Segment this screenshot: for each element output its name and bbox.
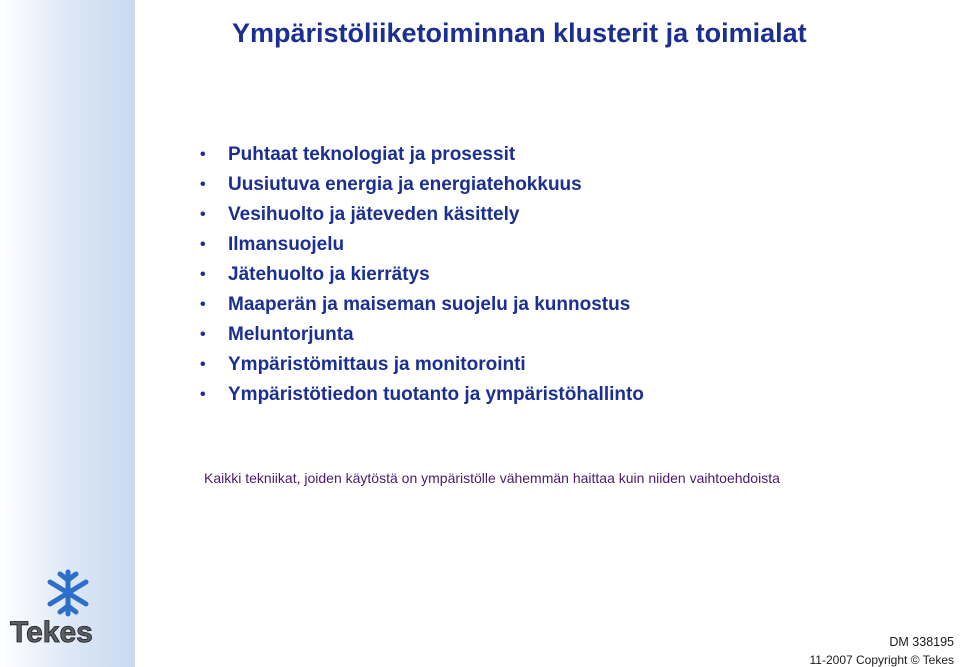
list-item xyxy=(200,260,644,290)
bullet-marker: • xyxy=(200,236,206,253)
slide-title: Ympäristöliiketoiminnan klusterit ja toimialat xyxy=(232,18,807,48)
bullet-marker: • xyxy=(200,266,206,283)
document-id: DM 338195 xyxy=(889,635,954,649)
list-item xyxy=(200,170,644,200)
list-item xyxy=(200,230,644,260)
copyright-text: 11-2007 Copyright © Tekes xyxy=(809,653,954,667)
bullet-marker: • xyxy=(200,146,206,163)
list-item-text: Ympäristötiedon tuotanto ja ympäristöhallinto xyxy=(228,384,644,405)
bullet-marker: • xyxy=(200,206,206,223)
bullet-list xyxy=(200,140,644,410)
footer xyxy=(810,633,954,667)
tekes-snowflake-icon xyxy=(8,568,134,648)
bullet-marker: • xyxy=(200,326,206,343)
logo-wordmark: Tekes xyxy=(10,616,93,648)
list-item-text: Ympäristömittaus ja monitorointi xyxy=(228,354,526,375)
bullet-marker: • xyxy=(200,176,206,193)
bullet-marker: • xyxy=(200,296,206,313)
list-item xyxy=(200,290,644,320)
list-item xyxy=(200,200,644,230)
list-item-text: Puhtaat teknologiat ja prosessit xyxy=(228,144,516,165)
definition-note: Kaikki tekniikat, joiden käytöstä on ympäristölle vähemmän haittaa kuin niiden vaihtoehdoista xyxy=(204,470,780,486)
list-item xyxy=(200,350,644,380)
bullet-marker: • xyxy=(200,386,206,403)
list-item-text: Vesihuolto ja jäteveden käsittely xyxy=(228,204,520,225)
list-item-text: Meluntorjunta xyxy=(228,324,354,345)
list-item-text: Uusiutuva energia ja energiatehokkuus xyxy=(228,174,582,195)
list-item-text: Ilmansuojelu xyxy=(228,234,345,255)
list-item-text: Jätehuolto ja kierrätys xyxy=(228,264,430,285)
list-item xyxy=(200,140,644,170)
tekes-logo xyxy=(8,568,134,648)
list-item-text: Maaperän ja maiseman suojelu ja kunnostus xyxy=(228,294,631,315)
bullet-marker: • xyxy=(200,356,206,373)
list-item xyxy=(200,380,644,410)
left-decorative-band xyxy=(0,0,135,667)
list-item xyxy=(200,320,644,350)
